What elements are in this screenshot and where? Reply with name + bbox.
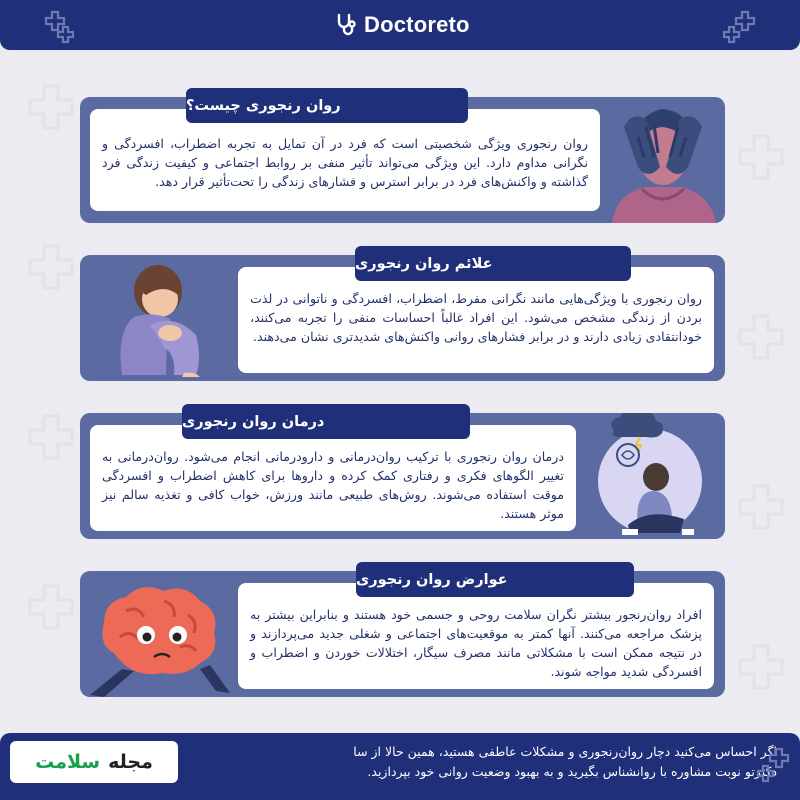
- footer-line-2: دکترتو نوبت مشاوره با روانشناس بگیرید و به بهبود وضعیت روانی خود بپردازید.: [367, 764, 777, 779]
- footer-cta-text: [157, 742, 777, 782]
- magazine-word-2: سلامت: [35, 751, 101, 773]
- brand-logo[interactable]: [336, 11, 470, 39]
- section-title: روان رنجوری چیست؟: [186, 97, 341, 114]
- section-heading: [186, 88, 468, 123]
- medical-cross-icon: [752, 747, 794, 787]
- section-heading: [356, 562, 634, 597]
- sad-brain-illustration: [90, 571, 235, 697]
- footer-line-1: اگر احساس می‌کنید دچار روان‌رنجوری و مشکلات عاطفی هستید، همین حالا از سا: [353, 744, 777, 759]
- section-title: علائم روان رنجوری: [355, 255, 493, 272]
- section-body: افراد روان‌رنجور بیشتر نگران سلامت روحی و جسمی خود هستند و بنابراین بیشتر به پزشک مراجعه می‌کنند. آنها کمتر به موقعیت‌های اجتماعی و شغلی جدید می‌پردازند و در نتیجه ممکن است با مشکلاتی مانند مصرف سیگار، اختلالات خوردن و اضطراب و افسردگی شدید مواجه شوند.: [250, 607, 702, 679]
- anxious-person-illustration: [602, 97, 722, 223]
- section-card-complications: [80, 571, 725, 697]
- sad-woman-illustration: [100, 255, 230, 381]
- section-title: درمان روان رنجوری: [182, 413, 325, 430]
- section-body: روان رنجوری ویژگی شخصیتی است که فرد در آن تمایل به تجربه اضطراب، افسردگی و نگرانی مداوم دارد. این ویژگی می‌تواند تأثیر منفی بر روابط اجتماعی و کیفیت زندگی فرد گذاشته و واکنش‌های فرد در برابر استرس و فشارهای زندگی را تحت‌تأثیر قرار دهد.: [102, 136, 588, 189]
- section-heading: [182, 404, 470, 439]
- section-card-definition: [80, 97, 725, 223]
- stressed-man-illustration: [588, 413, 718, 539]
- medical-cross-icon: [718, 6, 760, 46]
- magazine-word-1: مجله: [108, 751, 153, 773]
- stethoscope-icon: [336, 13, 358, 37]
- section-card-symptoms: [80, 255, 725, 381]
- section-heading: [355, 246, 631, 281]
- section-title: عوارض روان رنجوری: [356, 571, 508, 588]
- magazine-badge[interactable]: [10, 741, 178, 783]
- section-body: درمان روان رنجوری با ترکیب روان‌درمانی و دارودرمانی انجام می‌شود. روان‌درمانی به تغییر الگوهای فکری و رفتاری کمک کرده و داروها برای کاهش اضطراب و افسردگی موقت استفاده می‌شوند. روش‌های طبیعی مانند ورزش، خواب کافی و تغذیه سالم نیز موثر هستند.: [102, 449, 564, 521]
- medical-cross-icon: [40, 6, 82, 46]
- section-body: روان رنجوری با ویژگی‌هایی مانند نگرانی مفرط، اضطراب، افسردگی و ناتوانی در لذت بردن از زندگی مشخص می‌شود. این افراد غالباً احساسات منفی را تجربه می‌کنند، خودانتقادی زیادی دارند و در برابر فشارهای روانی واکنش‌های شدیدتری نشان می‌دهند.: [250, 291, 702, 344]
- header-bar: [0, 0, 800, 50]
- brand-name: Doctoreto: [364, 12, 470, 37]
- section-card-treatment: [80, 413, 725, 539]
